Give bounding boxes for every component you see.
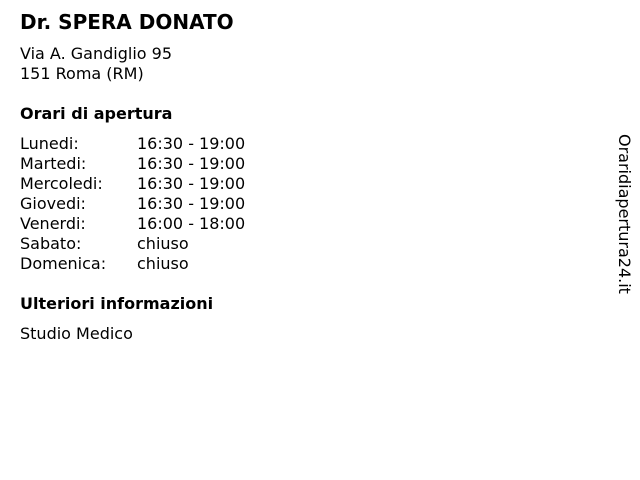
hours-time: 16:30 - 19:00: [137, 194, 246, 213]
hours-time: chiuso: [137, 254, 189, 273]
hours-day: Sabato:: [20, 234, 82, 253]
brand-text: Oraridiapertura24.it: [615, 134, 634, 294]
hours-day: Mercoledi:: [20, 174, 103, 193]
address-block: [20, 44, 172, 84]
hours-day: Martedi:: [20, 154, 87, 173]
more-info-text: Studio Medico: [20, 324, 133, 343]
address-city: 151 Roma (RM): [20, 64, 144, 83]
address-street: Via A. Gandiglio 95: [20, 44, 172, 63]
hours-time: 16:30 - 19:00: [137, 174, 246, 193]
hours-time: 16:30 - 19:00: [137, 134, 246, 153]
hours-day: Giovedi:: [20, 194, 86, 213]
hours-day: Lunedi:: [20, 134, 79, 153]
hours-time: 16:30 - 19:00: [137, 154, 246, 173]
page-title: Dr. SPERA DONATO: [20, 10, 234, 34]
hours-day: Domenica:: [20, 254, 107, 273]
more-info-heading: Ulteriori informazioni: [20, 294, 214, 313]
hours-day: Venerdi:: [20, 214, 86, 233]
hours-time: chiuso: [137, 234, 189, 253]
hours-time: 16:00 - 18:00: [137, 214, 246, 233]
opening-hours-heading: Orari di apertura: [20, 104, 173, 123]
brand-watermark: [612, 134, 636, 310]
